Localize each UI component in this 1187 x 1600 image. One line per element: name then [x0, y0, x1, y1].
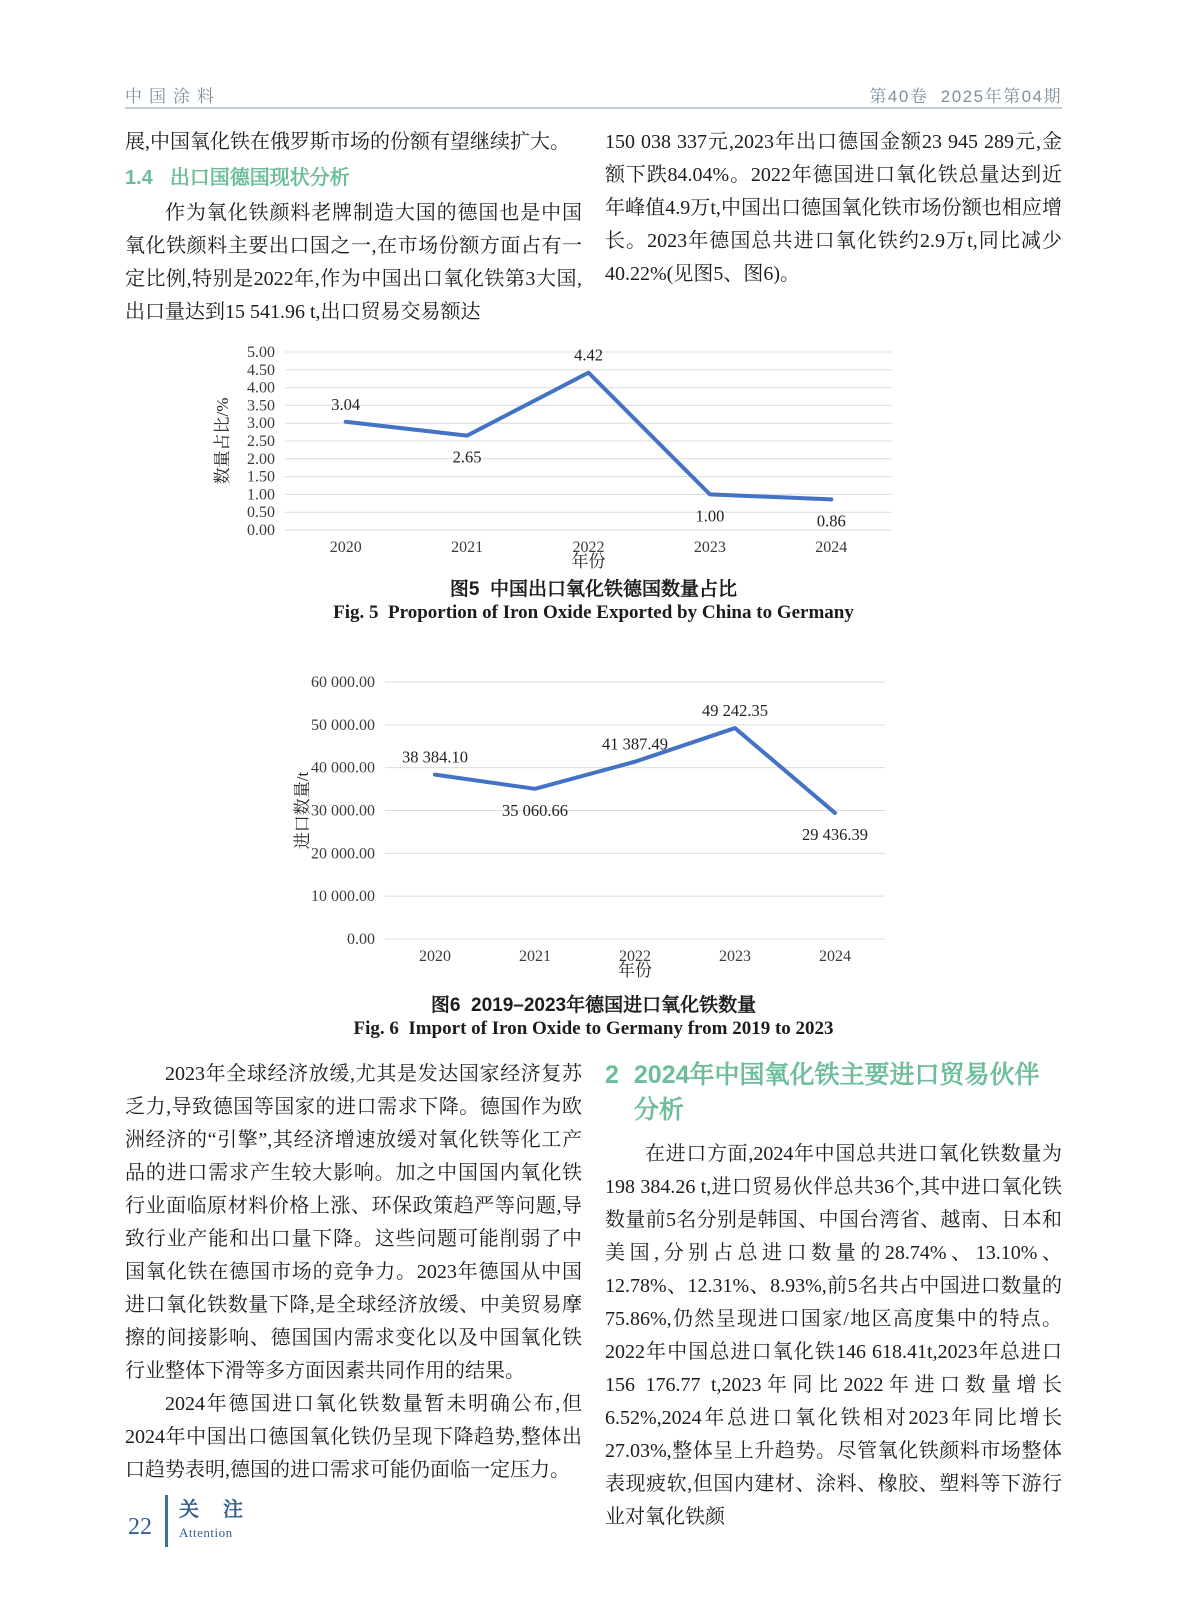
- fig5-line-chart: [170, 333, 900, 578]
- volume-issue: 第40卷 2025年第04期: [869, 87, 1062, 106]
- bottom-text-columns: [125, 1058, 1062, 1534]
- fig6-caption-en: Fig. 6 Import of Iron Oxide to Germany from 2019 to 2023: [353, 1018, 834, 1039]
- svg-text:2.00: 2.00: [247, 450, 275, 468]
- footer-section: [179, 1495, 267, 1547]
- germany-continuation-paragraph: 150 038 337元,2023年出口德国金额23 945 289元,金额下跌84.04%。2022年德国进口氧化铁总量达到近年峰值4.9万t,中国出口德国氧化铁市场份额也相应增长。2023年德国总共进口氧化铁约2.9万t,同比减少40.22%(见图5、图6)。: [605, 131, 1062, 285]
- svg-text:4.42: 4.42: [574, 345, 603, 365]
- svg-text:20 000.00: 20 000.00: [311, 845, 375, 863]
- svg-text:41 387.49: 41 387.49: [602, 734, 668, 754]
- svg-text:3.50: 3.50: [247, 397, 275, 415]
- svg-text:38 384.10: 38 384.10: [402, 747, 468, 767]
- svg-text:2024: 2024: [815, 539, 848, 556]
- footer-section-label-zh: 关注: [179, 1499, 267, 1521]
- top-right-column: [605, 126, 1062, 329]
- bottom-left-column: [125, 1058, 582, 1534]
- svg-text:数量占比/%: 数量占比/%: [213, 397, 232, 485]
- svg-text:5.00: 5.00: [247, 344, 275, 361]
- header-divider: [125, 107, 1062, 109]
- page-footer: [128, 1495, 267, 1547]
- svg-text:3.04: 3.04: [331, 394, 361, 414]
- svg-text:年份: 年份: [618, 961, 652, 980]
- svg-text:2.65: 2.65: [452, 447, 482, 467]
- svg-text:2020: 2020: [419, 948, 451, 965]
- journal-name: 中国涂料: [125, 87, 221, 106]
- svg-text:2023: 2023: [693, 539, 726, 556]
- svg-text:1.00: 1.00: [695, 506, 725, 526]
- svg-text:50 000.00: 50 000.00: [311, 716, 375, 734]
- svg-text:10 000.00: 10 000.00: [311, 888, 375, 906]
- svg-text:2022: 2022: [619, 948, 651, 965]
- svg-text:进口数量/t: 进口数量/t: [293, 771, 312, 850]
- germany-intro-paragraph: 作为氧化铁颜料老牌制造大国的德国也是中国氧化铁颜料主要出口国之一,在市场份额方面占有一定比例,特别是2022年,作为中国出口氧化铁第3大国,出口量达到15 541.96 t,出口贸易交易额达: [125, 202, 582, 323]
- heading-title: 出口国德国现状分析: [169, 167, 350, 189]
- svg-text:2023: 2023: [719, 948, 751, 965]
- svg-text:1.50: 1.50: [247, 468, 275, 486]
- section-1-4-heading: [125, 163, 582, 194]
- svg-text:30 000.00: 30 000.00: [311, 802, 375, 820]
- svg-text:0.50: 0.50: [247, 504, 275, 522]
- heading-number: 1.4: [125, 167, 153, 189]
- svg-text:0.86: 0.86: [816, 511, 846, 531]
- svg-text:29 436.39: 29 436.39: [802, 824, 868, 844]
- svg-text:3.00: 3.00: [247, 415, 275, 433]
- bottom-right-column: [605, 1058, 1062, 1534]
- svg-text:4.50: 4.50: [247, 361, 275, 379]
- fig5-caption-zh: 图5 中国出口氧化铁德国数量占比: [449, 579, 738, 600]
- svg-text:2.50: 2.50: [247, 433, 275, 450]
- top-left-column: [125, 126, 582, 329]
- svg-text:2020: 2020: [329, 539, 362, 556]
- footer-section-label-en: Attention: [179, 1525, 233, 1540]
- svg-text:35 060.66: 35 060.66: [502, 800, 568, 820]
- footer-divider: [165, 1495, 168, 1547]
- heading-number: 2: [605, 1061, 619, 1089]
- fig6-line-chart: [220, 650, 960, 987]
- svg-text:40 000.00: 40 000.00: [311, 759, 375, 777]
- svg-text:1.00: 1.00: [247, 486, 275, 504]
- svg-text:0.00: 0.00: [347, 931, 375, 948]
- economy-analysis-paragraph: 2023年全球经济放缓,尤其是发达国家经济复苏乏力,导致德国等国家的进口需求下降。德国作为欧洲经济的“引擎”,其经济增速放缓对氧化铁等化工产品的进口需求产生较大影响。加之中国国内氧化铁行业面临原材料价格上涨、环保政策趋严等问题,导致行业产能和出口量下降。这些问题可能削弱了中国氧化铁在德国市场的竞争力。2023年德国从中国进口氧化铁数量下降,是全球经济放缓、中美贸易摩擦的间接影响、德国国内需求变化以及中国氧化铁行业整体下滑等多方面因素共同作用的结果。: [125, 1063, 582, 1382]
- import-partners-paragraph: 在进口方面,2024年中国总共进口氧化铁数量为198 384.26 t,进口贸易伙伴总共36个,其中进口氧化铁数量前5名分别是韩国、中国台湾省、越南、日本和美国,分别占总进口数量的28.74%、13.10%、12.78%、12.31%、8.93%,前5名共占中国进口数量的75.86%,仍然呈现进口国家/地区高度集中的特点。2022年中国总进口氧化铁146 618.41t,2023年总进口156 176.77 t,2023年同比2022年进口数量增长6.52%,2024年总进口氧化铁相对2023年同比增长27.03%,整体呈上升趋势。尽管氧化铁颜料市场整体表现疲软,但国内建材、涂料、橡胶、塑料等下游行业对氧化铁颜: [605, 1143, 1062, 1528]
- svg-text:4.00: 4.00: [247, 379, 275, 397]
- svg-text:年份: 年份: [571, 552, 606, 571]
- svg-text:0.00: 0.00: [247, 522, 275, 539]
- fig6-caption-zh: 图6 2019–2023年德国进口氧化铁数量: [430, 995, 757, 1016]
- svg-text:2024: 2024: [819, 948, 851, 965]
- top-text-columns: [125, 126, 1062, 329]
- svg-text:2021: 2021: [451, 539, 484, 556]
- fig5-caption-en: Fig. 5 Proportion of Iron Oxide Exported by China to Germany: [333, 602, 854, 623]
- footer-page-number: 22: [128, 1514, 152, 1540]
- svg-text:49 242.35: 49 242.35: [702, 701, 768, 721]
- russia-paragraph-continuation: 展,中国氧化铁在俄罗斯市场的份额有望继续扩大。: [125, 131, 570, 153]
- svg-text:2022: 2022: [572, 539, 605, 556]
- heading-title: 2024年中国氧化铁主要进口贸易伙伴分析: [633, 1061, 1040, 1124]
- section-2-heading: [605, 1058, 1062, 1128]
- svg-text:2021: 2021: [519, 948, 551, 965]
- outlook-2024-paragraph: 2024年德国进口氧化铁数量暂未明确公布,但2024年中国出口德国氧化铁仍呈现下降趋势,整体出口趋势表明,德国的进口需求可能仍面临一定压力。: [125, 1393, 582, 1481]
- svg-text:60 000.00: 60 000.00: [311, 674, 375, 691]
